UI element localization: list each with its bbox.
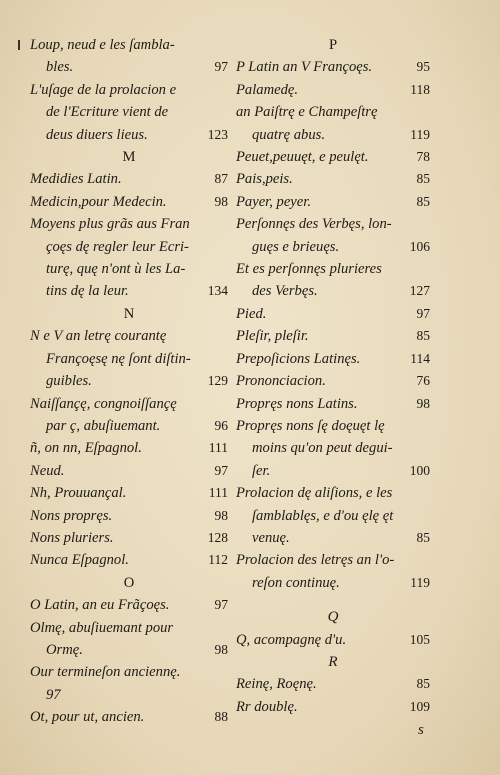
page-number: 76 [416,373,430,389]
entry-text: bles. [46,59,74,76]
index-entry [30,505,228,527]
entry-text: Propręs nons Latins. [236,395,358,412]
index-entry [30,617,228,639]
index-entry [236,213,430,235]
page-number: 96 [214,417,228,433]
page-number: 88 [214,709,228,725]
entry-text: Loup, neud e les ſambla- [30,37,175,53]
index-entry [30,191,228,213]
page-number: 97 [214,597,228,613]
entry-text: par ç, abuſiuemant. [46,417,161,434]
page-number: 98 [416,395,430,411]
index-entry [30,661,228,683]
index-entry [236,303,430,325]
page-number: 95 [416,59,430,75]
entry-text: Prolacion des letręs an l'o- [236,552,395,569]
index-entry [30,527,228,549]
entry-text: guęs e brieuęs. [252,238,340,255]
index-entry [30,79,228,101]
entry-text: O Latin, an eu Frãçoęs. [30,597,170,614]
index-entry [236,56,430,78]
index-entry-continuation [236,572,430,594]
index-entry-continuation [236,236,430,258]
page-number: 109 [409,698,430,714]
page-number: 134 [207,283,228,299]
index-entry [30,168,228,190]
index-entry-continuation [236,280,430,302]
page-number: 97 [416,305,430,321]
index-entry-continuation [236,460,430,482]
index-entry [30,325,228,347]
entry-text: Medicin,pour Medecin. [30,193,167,210]
letter-heading: N [123,305,135,322]
letter-heading: P [328,37,338,53]
page-number: 100 [409,462,430,478]
index-entry [30,460,228,482]
index-entry-continuation [236,527,430,549]
entry-text: Palamedę. [236,81,299,98]
index-entry-continuation [30,101,228,123]
page-number: 129 [207,373,228,389]
page-number: 112 [208,552,228,568]
entry-text: deus diuers lieus. [46,126,148,143]
page-number: 85 [416,676,430,692]
page-number: 97 [214,59,228,75]
page-number: 118 [410,81,430,97]
entry-text: P Latin an V Françoęs. [236,59,373,76]
index-entry-continuation [30,684,228,706]
index-entry [30,594,228,616]
index-entry [236,146,430,168]
letter-heading: M [122,149,136,166]
page-number: 128 [207,529,228,545]
entry-text: Nunca Eſpagnol. [30,552,129,569]
index-entry [30,482,228,504]
entry-text: Pied. [236,305,267,322]
index-entry [30,213,228,235]
spacer [236,594,430,606]
page-number: 111 [208,440,228,456]
entry-text: venuę. [252,529,290,546]
entry-text: Perſonnęs des Verbęs, lon- [236,216,392,233]
index-entry-continuation [236,124,430,146]
page-number: 98 [214,507,228,523]
page-number: 98 [214,641,228,657]
index-entry [30,706,228,728]
entry-text: Ot, pour ut, ancien. [30,709,145,726]
page-number: 85 [416,171,430,187]
index-entry-continuation [236,437,430,459]
page-number: 111 [208,485,228,501]
letter-heading: Q [327,609,339,626]
entry-text: Peuet,peuuęt, e peulęt. [236,149,369,166]
index-entry [236,79,430,101]
entry-text: Nh, Prouuançal. [30,485,127,502]
entry-text: Neud. [30,462,65,479]
entry-text: 97 [46,686,61,703]
index-entry-continuation [30,415,228,437]
index-entry [236,696,430,718]
page-number: 98 [214,193,228,209]
entry-text: de l'Ecriture vient de [46,104,169,121]
entry-text: Rr doublę. [236,698,298,715]
entry-text: ſamblablęs, e d'ou ęlę ęt [252,507,394,524]
entry-text: Moyens plus grãs aus Fran [30,216,190,233]
entry-text: Nons propręs. [30,507,113,524]
page-number: 114 [410,350,430,366]
index-entry [236,348,430,370]
index-entry-continuation [30,280,228,302]
entry-text: guibles. [46,373,92,390]
index-entry [236,191,430,213]
entry-text: Prolacion dę aliſions, e les [236,485,393,502]
index-column-right [236,34,430,718]
index-entry [236,673,430,695]
page-number: 78 [416,149,430,165]
index-entry-continuation [30,370,228,392]
index-entry [236,325,430,347]
letter-heading: R [328,653,338,670]
entry-text: Ormę. [46,641,83,658]
page-number: 123 [207,126,228,142]
index-entry-continuation [30,236,228,258]
index-entry-continuation [30,348,228,370]
index-entry [236,370,430,392]
page-number: 119 [410,126,430,142]
page-number: 97 [214,462,228,478]
entry-text: L'uſage de la prolacion e [30,81,177,98]
index-entry [30,393,228,415]
entry-text: Q, acompagnę d'u. [236,631,347,648]
entry-text: Our termineſon anciennę. [30,664,181,681]
entry-text: Naiſſançę, congnoiſſançę [30,395,177,412]
index-entry [30,549,228,571]
entry-text: Payer, peyer. [236,193,311,210]
entry-text: Propręs nons ſę doęuęt lę [236,417,385,434]
entry-text: Pleſir, pleſir. [236,328,309,345]
index-entry-continuation [30,639,228,661]
index-entry-continuation [30,124,228,146]
index-entry-continuation [30,56,228,78]
index-entry [30,34,228,56]
index-entry [236,415,430,437]
entry-text: ſer. [252,462,271,479]
index-entry-continuation [30,258,228,280]
entry-text: Reinę, Roęnę. [236,676,317,693]
page-number: 127 [409,283,430,299]
entry-text: Nons pluriers. [30,529,114,546]
margin-mark [18,40,20,50]
entry-text: çoęs dę regler leur Ecri- [46,238,189,255]
entry-text: des Verbęs. [252,283,318,300]
entry-text: tins dę la leur. [46,283,129,300]
page-number: 106 [409,238,430,254]
entry-text: N e V an letrę courantę [30,328,167,345]
entry-text: turę, quę n'ont ù les La- [46,261,186,278]
entry-text: Prononciacion. [236,373,326,390]
index-entry [236,168,430,190]
index-entry [236,101,430,123]
entry-text: Pais,peis. [236,171,293,188]
entry-text: Françoęsę nę ſont diſtin- [46,350,191,367]
index-entry [236,549,430,571]
page-number: 85 [416,193,430,209]
page-number: 119 [410,574,430,590]
page-number: 87 [214,171,228,187]
page-number: 85 [416,529,430,545]
index-entry [236,482,430,504]
entry-text: Medidies Latin. [30,171,122,188]
entry-text: Olmę, abuſiuemant pour [30,619,174,636]
entry-text: Et es perſonnęs plurieres [236,261,382,278]
index-entry [236,258,430,280]
index-entry [30,437,228,459]
letter-heading: O [123,574,135,591]
entry-text: quatrę abus. [252,126,325,143]
index-column-left [30,34,228,729]
index-entry-continuation [236,505,430,527]
signature-mark: s [418,722,424,738]
entry-text: reſon continuę. [252,574,340,591]
entry-text: moins qu'on peut degui- [252,440,393,457]
index-entry [236,629,430,651]
page-number: 105 [409,631,430,647]
index-entry [236,393,430,415]
entry-text: ñ, on nn, Eſpagnol. [30,440,142,457]
entry-text: Prepoſicions Latinęs. [236,350,361,367]
entry-text: an Paiſtrę e Champeſtrę [236,104,378,121]
page-number: 85 [416,328,430,344]
